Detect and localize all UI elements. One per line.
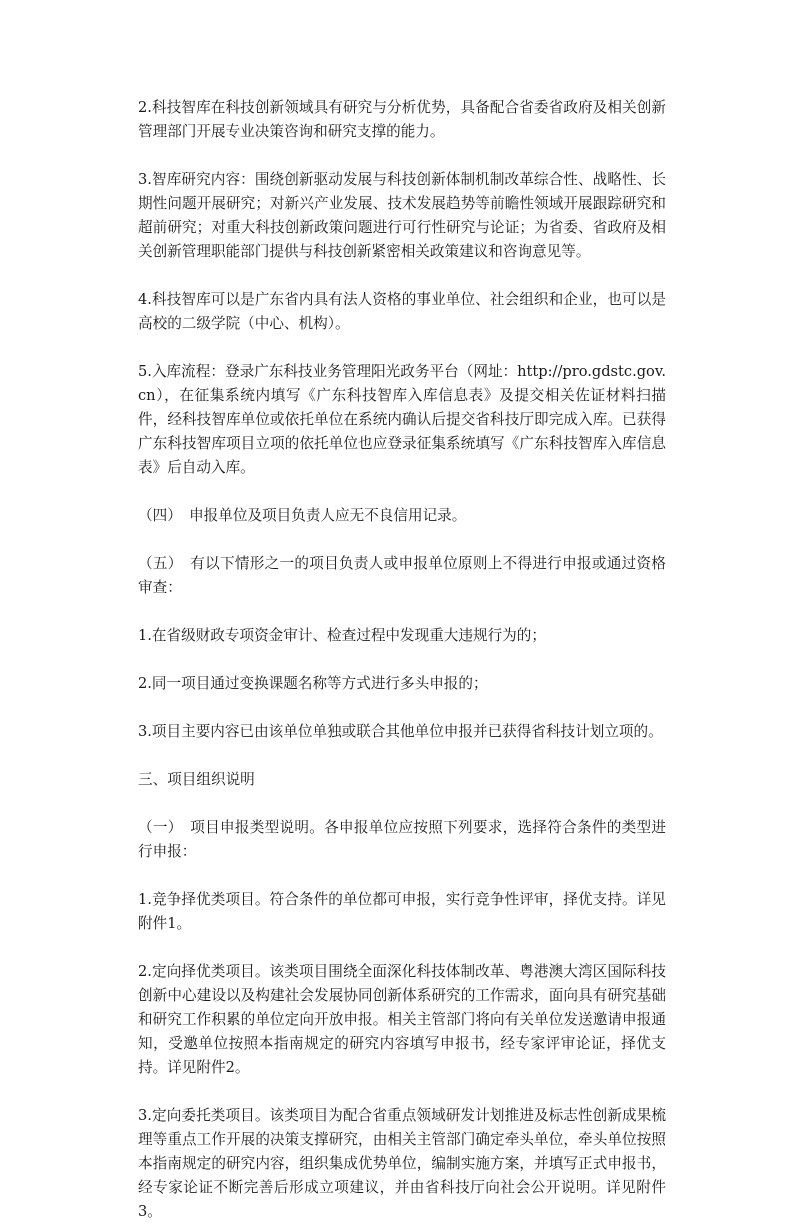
list-item-disqualification-1: 1.在省级财政专项资金审计、检查过程中发现重大违规行为的； xyxy=(138,627,546,644)
section-heading-organization: 三、项目组织说明 xyxy=(138,771,255,788)
paragraph-credit-record: （四） 申报单位及项目负责人应无不良信用记录。 xyxy=(138,507,467,524)
list-item-directed-commission: 3.定向委托类项目。该类项目为配合省重点领域研发计划推进及标志性创新成果梳理等重点工作开展的决策支撑研究，由相关主管部门确定牵头单位，牵头单位按照本指南规定的研究内容，组织集成优势单位，编制实施方案，并填写正式申报书，经专家论证不断完善后形成立项建议，并由省科技厅向社会公开说明。详见附件3。 xyxy=(138,1107,666,1220)
list-item-disqualification-3: 3.项目主要内容已由该单位单独或联合其他单位申报并已获得省科技计划立项的。 xyxy=(138,723,663,740)
list-item-directed-selection: 2.定向择优类项目。该类项目围绕全面深化科技体制改革、粤港澳大湾区国际科技创新中心建设以及构建社会发展协同创新体系研究的工作需求，面向具有研究基础和研究工作积累的单位定向开放申报。相关主管部门将向有关单位发送邀请申报通知，受邀单位按照本指南规定的研究内容填写申报书，经专家评审论证，择优支持。详见附件2。 xyxy=(138,963,666,1076)
list-item-disqualification-2: 2.同一项目通过变换课题名称等方式进行多头申报的； xyxy=(138,675,488,692)
paragraph-think-tank-advantage: 2.科技智库在科技创新领域具有研究与分析优势，具备配合省委省政府及相关创新管理部门开展专业决策咨询和研究支撑的能力。 xyxy=(138,99,666,140)
paragraph-eligibility: 4.科技智库可以是广东省内具有法人资格的事业单位、社会组织和企业，也可以是高校的二级学院（中心、机构）。 xyxy=(138,291,666,332)
paragraph-application-types: （一） 项目申报类型说明。各申报单位应按照下列要求，选择符合条件的类型进行申报： xyxy=(138,819,666,860)
paragraph-admission-process: 5.入库流程：登录广东科技业务管理阳光政务平台（网址：http://pro.gdstc.gov.cn），在征集系统内填写《广东科技智库入库信息表》及提交相关佐证材料扫描件，经科技智库单位或依托单位在系统内确认后提交省科技厅即完成入库。已获得广东科技智库项目立项的依托单位也应登录征集系统填写《广东科技智库入库信息表》后自动入库。 xyxy=(138,363,666,476)
paragraph-research-content: 3.智库研究内容：围绕创新驱动发展与科技创新体制机制改革综合性、战略性、长期性问题开展研究；对新兴产业发展、技术发展趋势等前瞻性领域开展跟踪研究和超前研究；对重大科技创新政策问题进行可行性研究与论证；为省委、省政府及相关创新管理职能部门提供与科技创新紧密相关政策建议和咨询意见等。 xyxy=(138,171,666,260)
paragraph-disqualification-intro: （五） 有以下情形之一的项目负责人或申报单位原则上不得进行申报或通过资格审查： xyxy=(138,555,666,596)
list-item-competitive: 1.竞争择优类项目。符合条件的单位都可申报，实行竞争性评审，择优支持。详见附件1。 xyxy=(138,891,666,932)
